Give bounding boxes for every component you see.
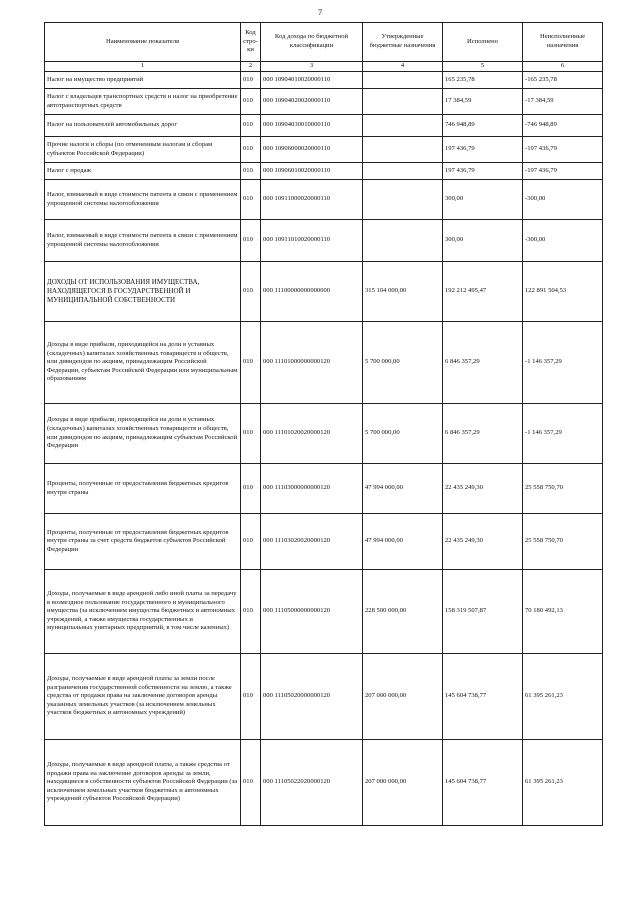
approved-amount: 228 500 000,00 <box>363 570 443 654</box>
unexecuted-amount: -300,00 <box>523 180 603 220</box>
line-code: 010 <box>241 72 261 89</box>
kbk-code: 000 10904020020000110 <box>261 89 363 115</box>
executed-amount: 6 846 357,29 <box>443 404 523 464</box>
unexecuted-amount: 122 891 504,53 <box>523 262 603 322</box>
unexecuted-amount: -197 436,79 <box>523 137 603 163</box>
unexecuted-amount: -17 384,59 <box>523 89 603 115</box>
indicator-name: Налог, взимаемый в виде стоимости патента в связи с применением упрощенной системы налогообложения <box>45 220 241 262</box>
approved-amount <box>363 163 443 180</box>
line-code: 010 <box>241 137 261 163</box>
col-header-executed: Исполнено <box>443 23 523 62</box>
indicator-name: Прочие налоги и сборы (по отмененным налогам и сборам субъектов Российской Федерации) <box>45 137 241 163</box>
kbk-code: 000 11105022020000120 <box>261 740 363 826</box>
executed-amount: 158 319 507,87 <box>443 570 523 654</box>
indicator-name: Доходы в виде прибыли, приходящейся на доли в уставных (складочных) капиталах хозяйственных товариществ и обществ, или дивидендов по акциям, принадлежащим Российской Федерации, субъектам Российской Федерации или муниципальным образованиям <box>45 322 241 404</box>
indicator-name: Налог с продаж <box>45 163 241 180</box>
column-number: 2 <box>241 62 261 72</box>
header-row <box>45 23 603 62</box>
approved-amount: 47 994 000,00 <box>363 514 443 570</box>
kbk-code: 000 10906010020000110 <box>261 163 363 180</box>
table-row <box>45 180 603 220</box>
kbk-code: 000 11103000000000120 <box>261 464 363 514</box>
column-number: 6 <box>523 62 603 72</box>
kbk-code: 000 11105000000000120 <box>261 570 363 654</box>
unexecuted-amount: -165 235,78 <box>523 72 603 89</box>
approved-amount <box>363 72 443 89</box>
unexecuted-amount: 25 558 750,70 <box>523 464 603 514</box>
line-code: 010 <box>241 404 261 464</box>
indicator-name: Доходы, получаемые в виде арендной платы за земли после разграничения государственной собственности на землю, а также средства от продажи права на заключение договоров аренды указанных земельных участков (за исключением земельных участков бюджетных и автономных учреждений) <box>45 654 241 740</box>
approved-amount <box>363 115 443 137</box>
unexecuted-amount: -1 146 357,29 <box>523 404 603 464</box>
unexecuted-amount: -746 948,89 <box>523 115 603 137</box>
unexecuted-amount: -300,00 <box>523 220 603 262</box>
kbk-code: 000 10911000020000110 <box>261 180 363 220</box>
column-number: 1 <box>45 62 241 72</box>
line-code: 010 <box>241 115 261 137</box>
table-row <box>45 163 603 180</box>
table-row <box>45 654 603 740</box>
table-row <box>45 570 603 654</box>
indicator-name: Проценты, полученные от предоставления бюджетных кредитов внутри страны за счет средств бюджетов субъектов Российской Федерации <box>45 514 241 570</box>
table-row <box>45 220 603 262</box>
column-number: 3 <box>261 62 363 72</box>
executed-amount: 165 235,78 <box>443 72 523 89</box>
kbk-code: 000 11101000000000120 <box>261 322 363 404</box>
line-code: 010 <box>241 464 261 514</box>
table-row <box>45 89 603 115</box>
col-header-unexecuted: Неисполненные назначения <box>523 23 603 62</box>
table-row <box>45 322 603 404</box>
indicator-name: Проценты, полученные от предоставления бюджетных кредитов внутри страны <box>45 464 241 514</box>
indicator-name: Налог, взимаемый в виде стоимости патента в связи с применением упрощенной системы налогообложения <box>45 180 241 220</box>
kbk-code: 000 10904010020000110 <box>261 72 363 89</box>
line-code: 010 <box>241 220 261 262</box>
col-header-name: Наименование показателя <box>45 23 241 62</box>
executed-amount: 6 846 357,29 <box>443 322 523 404</box>
indicator-name: Налог на пользователей автомобильных дорог <box>45 115 241 137</box>
budget-execution-table <box>44 22 603 826</box>
kbk-code: 000 11103020020000120 <box>261 514 363 570</box>
approved-amount: 47 994 000,00 <box>363 464 443 514</box>
unexecuted-amount: 61 395 261,23 <box>523 654 603 740</box>
executed-amount: 746 948,89 <box>443 115 523 137</box>
unexecuted-amount: -197 436,79 <box>523 163 603 180</box>
kbk-code: 000 10906000020000110 <box>261 137 363 163</box>
executed-amount: 300,00 <box>443 220 523 262</box>
approved-amount <box>363 180 443 220</box>
table-row <box>45 115 603 137</box>
indicator-name: Доходы, получаемые в виде арендной либо иной платы за передачу в возмездное пользование государственного и муниципального имущества (за исключением имущества бюджетных и автономных учреждений, а также имущества государственных и муниципальных унитарных предприятий, в том числе казенных) <box>45 570 241 654</box>
unexecuted-amount: -1 146 357,29 <box>523 322 603 404</box>
indicator-name: ДОХОДЫ ОТ ИСПОЛЬЗОВАНИЯ ИМУЩЕСТВА, НАХОДЯЩЕГОСЯ В ГОСУДАРСТВЕННОЙ И МУНИЦИПАЛЬНОЙ СОБСТВЕННОСТИ <box>45 262 241 322</box>
executed-amount: 22 435 249,30 <box>443 464 523 514</box>
unexecuted-amount: 25 558 750,70 <box>523 514 603 570</box>
line-code: 010 <box>241 89 261 115</box>
line-code: 010 <box>241 654 261 740</box>
unexecuted-amount: 70 180 492,13 <box>523 570 603 654</box>
table-row <box>45 464 603 514</box>
table-row <box>45 740 603 826</box>
indicator-name: Доходы, получаемые в виде арендной платы, а также средства от продажи права на заключение договоров аренды за земли, находящиеся в собственности субъектов Российской Федерации (за исключением земельных участков бюджетных и автономных учреждений субъектов Российской Федерации) <box>45 740 241 826</box>
approved-amount <box>363 89 443 115</box>
executed-amount: 145 604 738,77 <box>443 654 523 740</box>
executed-amount: 22 435 249,30 <box>443 514 523 570</box>
approved-amount: 5 700 000,00 <box>363 322 443 404</box>
executed-amount: 192 212 495,47 <box>443 262 523 322</box>
approved-amount: 207 000 000,00 <box>363 740 443 826</box>
line-code: 010 <box>241 163 261 180</box>
kbk-code: 000 11100000000000000 <box>261 262 363 322</box>
col-header-approved: Утвержденные бюджетные назначения <box>363 23 443 62</box>
kbk-code: 000 11105020000000120 <box>261 654 363 740</box>
approved-amount <box>363 220 443 262</box>
executed-amount: 17 384,59 <box>443 89 523 115</box>
line-code: 010 <box>241 570 261 654</box>
col-header-kbk: Код дохода по бюджетной классификации <box>261 23 363 62</box>
table-row <box>45 137 603 163</box>
executed-amount: 145 604 738,77 <box>443 740 523 826</box>
col-header-line-code: Код стро-ки <box>241 23 261 62</box>
line-code: 010 <box>241 262 261 322</box>
kbk-code: 000 10904030010000110 <box>261 115 363 137</box>
kbk-code: 000 11101020020000120 <box>261 404 363 464</box>
approved-amount: 207 000 000,00 <box>363 654 443 740</box>
indicator-name: Доходы в виде прибыли, приходящейся на доли в уставных (складочных) капиталах хозяйственных товариществ и обществ, или дивидендов по акциям, принадлежащим субъектам Российской Федерации <box>45 404 241 464</box>
kbk-code: 000 10911010020000110 <box>261 220 363 262</box>
line-code: 010 <box>241 180 261 220</box>
line-code: 010 <box>241 740 261 826</box>
table-row <box>45 404 603 464</box>
indicator-name: Налог на имущество предприятий <box>45 72 241 89</box>
table-row <box>45 262 603 322</box>
line-code: 010 <box>241 322 261 404</box>
executed-amount: 300,00 <box>443 180 523 220</box>
executed-amount: 197 436,79 <box>443 137 523 163</box>
page-number: 7 <box>318 8 322 17</box>
approved-amount <box>363 137 443 163</box>
table-row <box>45 72 603 89</box>
column-number-row <box>45 62 603 72</box>
column-number: 5 <box>443 62 523 72</box>
unexecuted-amount: 61 395 261,23 <box>523 740 603 826</box>
approved-amount: 5 700 000,00 <box>363 404 443 464</box>
column-number: 4 <box>363 62 443 72</box>
table-row <box>45 514 603 570</box>
executed-amount: 197 436,79 <box>443 163 523 180</box>
approved-amount: 315 104 000,00 <box>363 262 443 322</box>
indicator-name: Налог с владельцев транспортных средств и налог на приобретение автотранспортных средств <box>45 89 241 115</box>
line-code: 010 <box>241 514 261 570</box>
